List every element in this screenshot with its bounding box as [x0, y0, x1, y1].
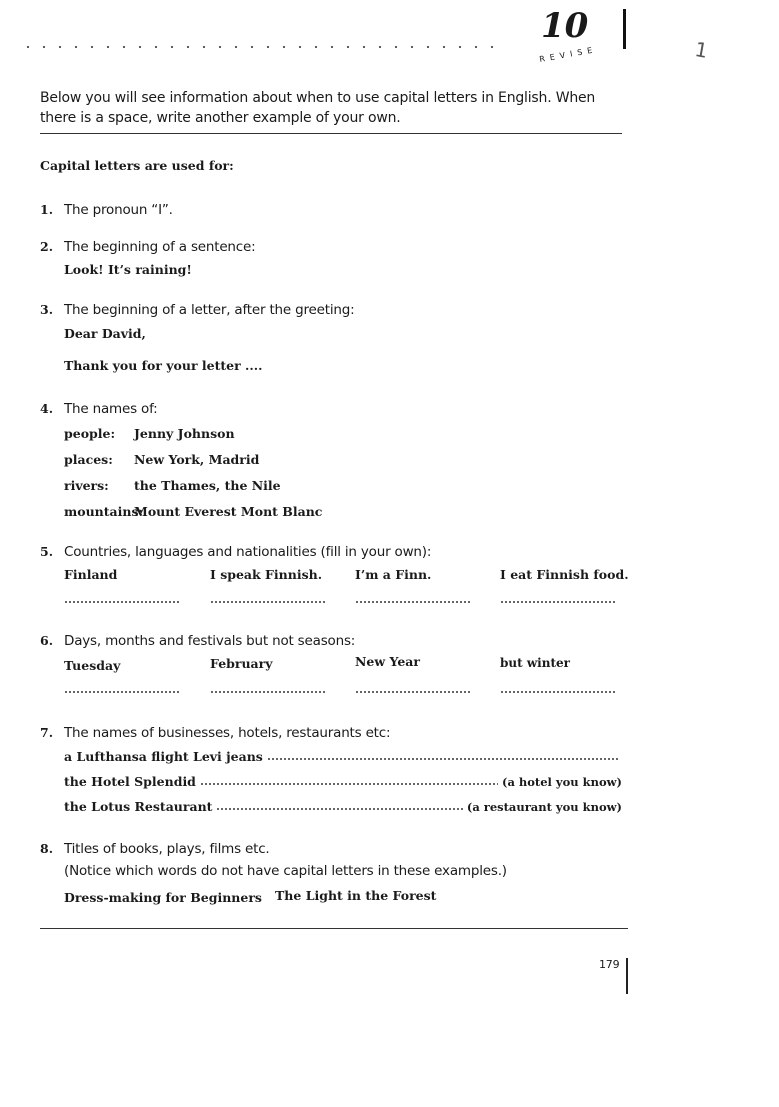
item-number: 5. [40, 544, 54, 559]
intro-text: Below you will see information about when to use capital letters in English. When there is a space, write another example of your own. [40, 90, 596, 126]
item-text: The names of: [64, 401, 158, 417]
item-8-note: (Notice which words do not have capital letters in these examples.) [64, 863, 507, 879]
item-2-example: Look! It’s raining! [64, 262, 192, 277]
answer-blank[interactable] [355, 690, 471, 694]
item-3-example-2: Thank you for your letter .... [64, 358, 263, 373]
item-6-example: New Year [355, 654, 420, 669]
item-number: 8. [40, 841, 54, 856]
unit-number: 10 [541, 6, 589, 46]
item-text: The beginning of a letter, after the greeting: [64, 302, 355, 318]
names-value: the Thames, the Nile [134, 478, 281, 493]
item-7-line-1 [64, 749, 622, 764]
dotted-header-line [20, 44, 505, 50]
top-rule [40, 133, 622, 134]
item-6-example: Tuesday [64, 658, 121, 673]
item-2 [40, 236, 255, 255]
item-number: 3. [40, 302, 54, 317]
names-row-mountains [64, 504, 322, 519]
item-number: 7. [40, 725, 54, 740]
answer-blank[interactable] [64, 600, 180, 604]
item-7 [40, 722, 390, 741]
item-number: 2. [40, 239, 54, 254]
item-text: Titles of books, plays, films etc. [64, 841, 270, 857]
names-row-people [64, 426, 235, 441]
item-7-example: the Lotus Restaurant [64, 799, 213, 814]
margin-mark: 1 [693, 37, 710, 63]
names-value: Mount Everest Mont Blanc [134, 504, 323, 519]
item-number: 6. [40, 633, 54, 648]
page-number: 179 [599, 958, 620, 971]
item-6-example: February [210, 656, 273, 671]
item-5-example: I speak Finnish. [210, 567, 323, 582]
names-value: Jenny Johnson [134, 426, 235, 441]
unit-number-badge [533, 4, 603, 70]
item-5-example: I’m a Finn. [355, 567, 432, 582]
item-text: The names of businesses, hotels, restaurants etc: [64, 725, 391, 741]
answer-blank[interactable] [200, 782, 498, 786]
names-label: people: [64, 426, 116, 441]
item-6-example: but winter [500, 656, 570, 670]
item-5-example: Finland [64, 567, 118, 582]
item-text: The pronoun “I”. [64, 202, 173, 218]
item-7-line-2 [64, 774, 622, 789]
names-value: New York, Madrid [134, 452, 260, 467]
item-1 [40, 199, 173, 218]
names-row-places [64, 452, 259, 467]
item-7-example: a Lufthansa flight Levi jeans [64, 749, 263, 764]
item-text: Countries, languages and nationalities (fill in your own): [64, 544, 432, 560]
answer-blank[interactable] [355, 600, 471, 604]
unit-bar [623, 9, 626, 49]
item-4 [40, 398, 158, 417]
item-5 [40, 541, 431, 560]
item-number: 4. [40, 401, 54, 416]
item-text: The beginning of a sentence: [64, 239, 256, 255]
item-7-note: (a restaurant you know) [466, 800, 622, 814]
page-number-bar [626, 958, 628, 994]
answer-blank[interactable] [210, 690, 326, 694]
item-8 [40, 838, 270, 857]
item-text: Days, months and festivals but not seasons: [64, 633, 356, 649]
answer-blank[interactable] [64, 690, 180, 694]
names-row-rivers [64, 478, 281, 493]
item-7-line-3 [64, 799, 622, 814]
names-label: mountains: [64, 504, 144, 519]
item-8-example-1: Dress-making for Beginners [64, 890, 262, 905]
section-heading: Capital letters are used for: [40, 158, 234, 173]
item-number: 1. [40, 202, 54, 217]
item-8-example-2: The Light in the Forest [275, 888, 437, 903]
item-6 [40, 630, 355, 649]
names-label: places: [64, 452, 113, 467]
answer-blank[interactable] [267, 757, 618, 761]
answer-blank[interactable] [216, 807, 462, 811]
item-7-note: (a hotel you know) [502, 775, 622, 789]
item-7-example: the Hotel Splendid [64, 774, 196, 789]
answer-blank[interactable] [210, 600, 326, 604]
answer-blank[interactable] [500, 600, 616, 604]
item-5-example: I eat Finnish food. [500, 567, 629, 582]
item-3-example-1: Dear David, [64, 326, 146, 341]
bottom-rule [40, 928, 628, 929]
item-3 [40, 299, 354, 318]
revise-stamp: REVISE [538, 44, 598, 65]
names-label: rivers: [64, 478, 109, 493]
answer-blank[interactable] [500, 690, 616, 694]
